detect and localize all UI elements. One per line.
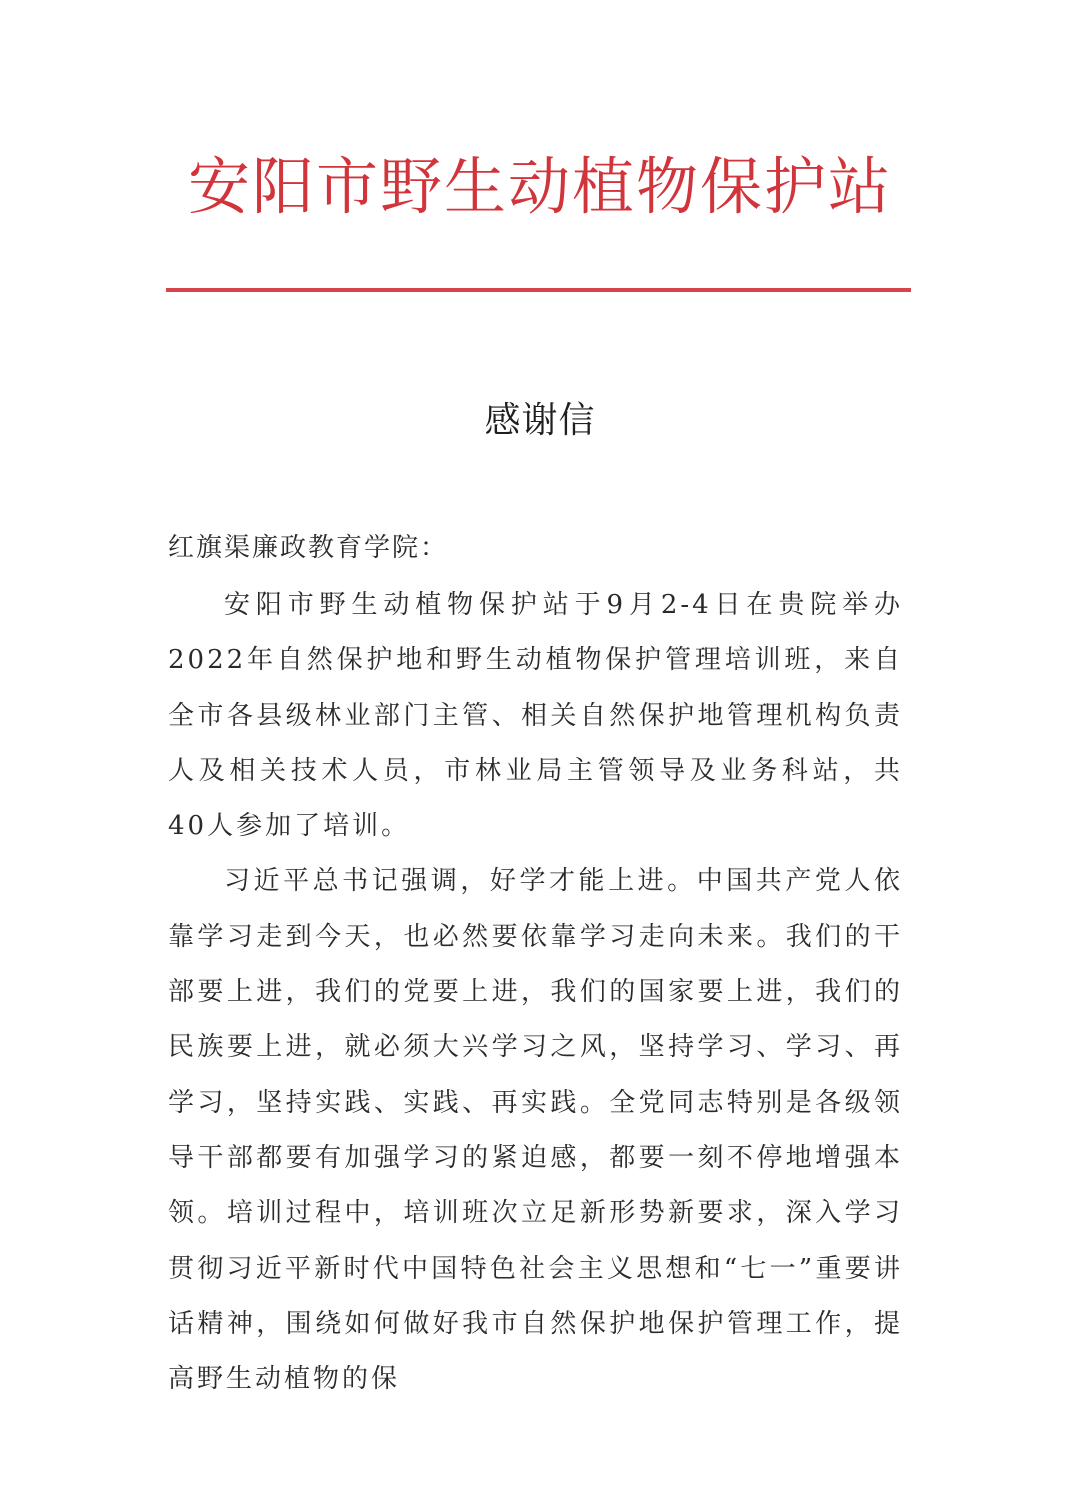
letter-salutation: 红旗渠廉政教育学院： bbox=[168, 533, 449, 563]
letter-title: 感谢信 bbox=[484, 400, 596, 441]
letterhead-red-rule bbox=[166, 288, 911, 292]
letter-paragraph-2: 习近平总书记强调，好学才能上进。中国共产党人依靠学习走到今天，也必然要依靠学习走向未来。我们的干部要上进，我们的党要上进，我们的国家要上进，我们的民族要上进，就必须大兴学习之风，坚持学习、学习、再学习，坚持实践、实践、再实践。全党同志特别是各级领导干部都要有加强学习的紧迫感，都要一刻不停地增强本领。培训过程中，培训班次立足新形势新要求，深入学习贯彻习近平新时代中国特色社会主义思想和“七一”重要讲话精神，围绕如何做好我市自然保护地保护管理工作，提高野生动植物的保 bbox=[168, 866, 903, 1395]
letterhead-org-name: 安阳市野生动植物保护站 bbox=[187, 150, 892, 223]
letter-body bbox=[168, 578, 903, 1407]
letter-paragraph-1: 安阳市野生动植物保护站于9月2-4日在贵院举办2022年自然保护地和野生动植物保护管理培训班，来自全市各县级林业部门主管、相关自然保护地管理机构负责人及相关技术人员，市林业局主管领导及业务科站，共40人参加了培训。 bbox=[168, 590, 903, 842]
